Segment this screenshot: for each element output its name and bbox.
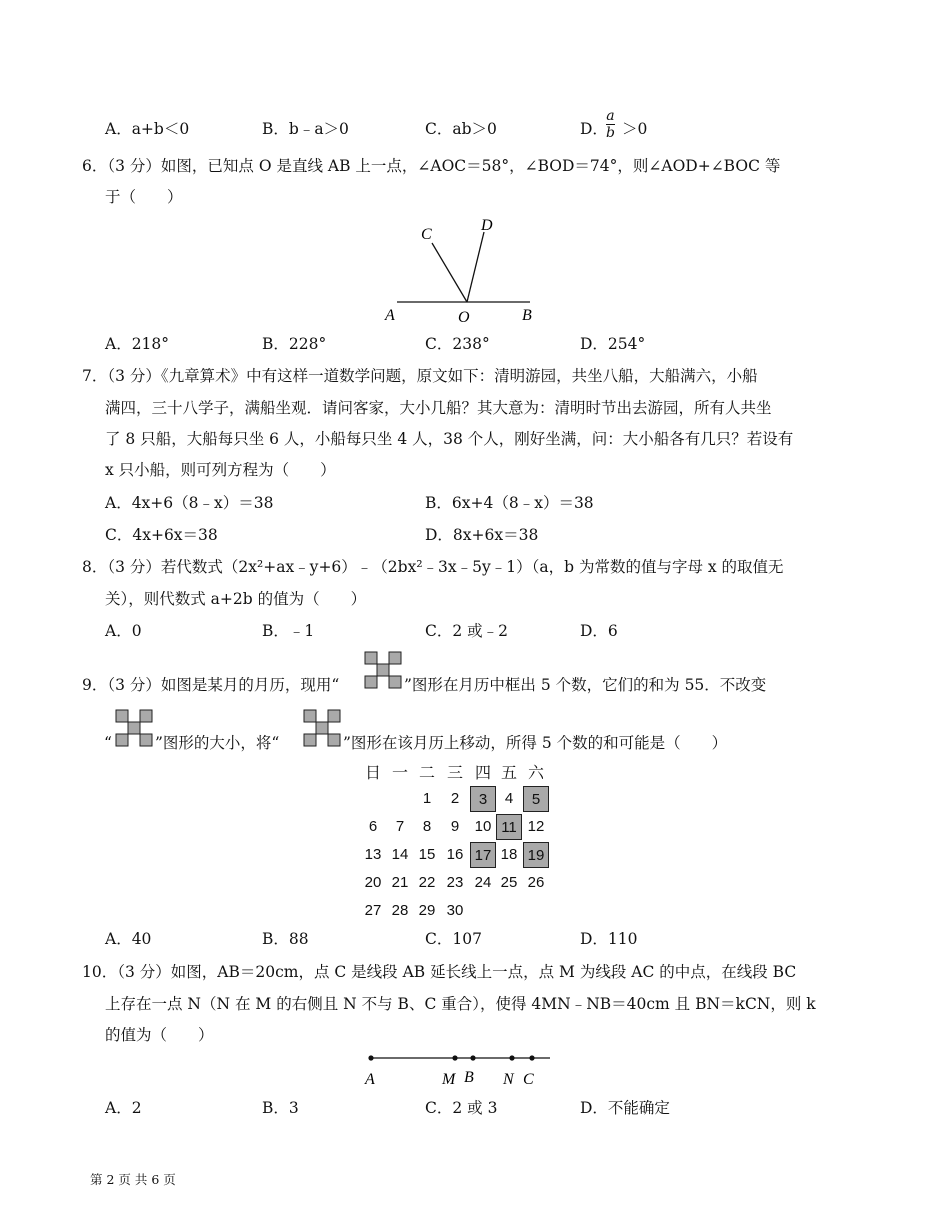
calendar-day-2: 2 [450, 790, 460, 807]
q5-option-a: A．a+b＜0 [105, 120, 190, 138]
calendar-header-4: 四 [474, 763, 491, 782]
q10-option-d: D．不能确定 [580, 1099, 670, 1117]
q6-option-d: D．254° [580, 335, 646, 353]
q10-label-b: B [464, 1069, 474, 1086]
calendar-day-11: 11 [496, 814, 522, 840]
q7-stem-line1: 7．（3 分）《九章算术》中有这样一道数学问题，原文如下：清明游园，共坐八船，大船满六，小船 [82, 367, 758, 385]
q10-label-a: A [365, 1071, 375, 1088]
q7-option-d: D．8x+6x＝38 [425, 526, 539, 544]
calendar-day-10: 10 [474, 818, 492, 835]
q9-option-d: D．110 [580, 930, 638, 948]
q9-shape-icon-2 [115, 709, 155, 747]
q8-stem-line1: 8．（3 分）若代数式（2x²+ax﹣y+6）﹣（2bx²﹣3x﹣5y﹣1）（a，b 为常数的值与字母 x 的取值无 [82, 558, 784, 576]
calendar-header-5: 五 [500, 763, 517, 782]
calendar-day-28: 28 [391, 902, 409, 919]
q8-option-d: D．6 [580, 622, 618, 640]
q6-ray-od [467, 232, 484, 302]
q10-point-b [470, 1055, 475, 1060]
q7-stem-line3: 了 8 只船，大船每只坐 6 人，小船每只坐 4 人，38 个人，刚好坐满，问：大小船各有几只？若设有 [105, 430, 794, 448]
q9-shape-icon-1 [364, 651, 404, 689]
calendar-day-8: 8 [422, 818, 432, 835]
q9-stem-line1a: 9．（3 分）如图是某月的月历，现用“ [82, 676, 340, 694]
q9-stem-line2b: ”图形的大小，将“ [155, 734, 280, 752]
calendar-day-24: 24 [474, 874, 492, 891]
calendar-header-3: 三 [446, 763, 463, 782]
calendar-day-26: 26 [527, 874, 545, 891]
q5-fraction-denominator: b [606, 125, 615, 141]
q7-stem-line4: x 只小船，则可列方程为（ ） [105, 461, 336, 479]
calendar-day-14: 14 [391, 846, 409, 863]
calendar-day-3: 3 [470, 786, 496, 812]
q6-label-c: C [421, 226, 432, 243]
q6-ray-oc [432, 243, 467, 302]
q10-stem-line3: 的值为（ ） [105, 1026, 214, 1044]
q8-option-a: A．0 [105, 622, 142, 640]
q6-option-b: B．228° [262, 335, 327, 353]
calendar-day-5: 5 [523, 786, 549, 812]
q10-point-c [529, 1055, 534, 1060]
q8-stem-line2: 关），则代数式 a+2b 的值为（ ） [105, 590, 367, 608]
calendar-day-13: 13 [364, 846, 382, 863]
calendar-day-6: 6 [368, 818, 378, 835]
q9-shape-icon-3 [303, 709, 343, 747]
q10-point-a [368, 1055, 373, 1060]
calendar-day-9: 9 [450, 818, 460, 835]
calendar-day-16: 16 [446, 846, 464, 863]
q5-option-d: D． [580, 120, 608, 138]
calendar-header-0: 日 [364, 763, 381, 782]
q8-option-c: C．2 或﹣2 [425, 622, 509, 640]
q7-stem-line2: 满四，三十八学子，满船坐观．请问客家，大小几船？其大意为：清明时节出去游园，所有人共坐 [105, 399, 772, 417]
q10-label-n: N [503, 1071, 514, 1088]
calendar-day-30: 30 [446, 902, 464, 919]
q6-label-a: A [385, 307, 395, 324]
q10-label-m: M [442, 1071, 456, 1088]
q9-stem-line2a: “ [104, 734, 112, 752]
q10-option-a: A．2 [105, 1099, 142, 1117]
q9-option-b: B．88 [262, 930, 309, 948]
page-footer: 第 2 页 共 6 页 [90, 1172, 176, 1187]
q10-point-n [509, 1055, 514, 1060]
q10-label-c: C [523, 1071, 534, 1088]
calendar-day-27: 27 [364, 902, 382, 919]
q7-option-b: B．6x+4（8﹣x）＝38 [425, 494, 594, 512]
q6-label-o: O [458, 309, 470, 326]
q5-option-b: B．b﹣a＞0 [262, 120, 349, 138]
q6-label-d: D [481, 217, 493, 234]
calendar-day-15: 15 [418, 846, 436, 863]
calendar-day-17: 17 [470, 842, 496, 868]
q10-segment-figure [360, 1048, 560, 1092]
calendar-day-21: 21 [391, 874, 409, 891]
q6-stem-line1: 6．（3 分）如图，已知点 O 是直线 AB 上一点，∠AOC＝58°，∠BOD＝74°，则∠AOD+∠BOC 等 [82, 157, 781, 175]
calendar-day-23: 23 [446, 874, 464, 891]
calendar-day-25: 25 [500, 874, 518, 891]
calendar-day-12: 12 [527, 818, 545, 835]
calendar-day-22: 22 [418, 874, 436, 891]
q8-option-b: B．﹣1 [262, 622, 315, 640]
calendar-header-1: 一 [391, 763, 408, 782]
calendar-header-2: 二 [418, 763, 435, 782]
q6-angle-figure [370, 210, 560, 330]
q10-point-m [452, 1055, 457, 1060]
calendar-day-29: 29 [418, 902, 436, 919]
calendar-day-1: 1 [422, 790, 432, 807]
q9-stem-line2c: ”图形在该月历上移动，所得 5 个数的和可能是（ ） [343, 734, 728, 752]
q10-stem-line1: 10．（3 分）如图，AB＝20cm，点 C 是线段 AB 延长线上一点，点 M 为线段 AC 的中点，在线段 BC [82, 963, 797, 981]
q9-option-a: A．40 [105, 930, 152, 948]
q5-option-c: C．ab＞0 [425, 120, 497, 138]
q7-option-c: C．4x+6x＝38 [105, 526, 218, 544]
calendar-day-7: 7 [395, 818, 405, 835]
calendar-day-20: 20 [364, 874, 382, 891]
calendar-day-19: 19 [523, 842, 549, 868]
q10-option-b: B．3 [262, 1099, 299, 1117]
q9-stem-line1b: ”图形在月历中框出 5 个数，它们的和为 55．不改变 [404, 676, 767, 694]
q6-option-a: A．218° [105, 335, 170, 353]
q5-fraction-numerator: a [606, 108, 615, 124]
q6-option-c: C．238° [425, 335, 490, 353]
q10-stem-line2: 上存在一点 N（N 在 M 的右侧且 N 不与 B、C 重合），使得 4MN﹣NB＝40cm 且 BN＝kCN，则 k [105, 995, 816, 1013]
q10-option-c: C．2 或 3 [425, 1099, 498, 1117]
calendar-header-6: 六 [527, 763, 544, 782]
calendar-day-4: 4 [504, 790, 514, 807]
q5-fraction-tail: ＞0 [622, 120, 648, 138]
q6-label-b: B [522, 307, 532, 324]
calendar-day-18: 18 [500, 846, 518, 863]
q9-option-c: C．107 [425, 930, 482, 948]
q5-fraction [606, 108, 615, 141]
q6-stem-line2: 于（ ） [105, 188, 183, 206]
q7-option-a: A．4x+6（8﹣x）＝38 [105, 494, 274, 512]
